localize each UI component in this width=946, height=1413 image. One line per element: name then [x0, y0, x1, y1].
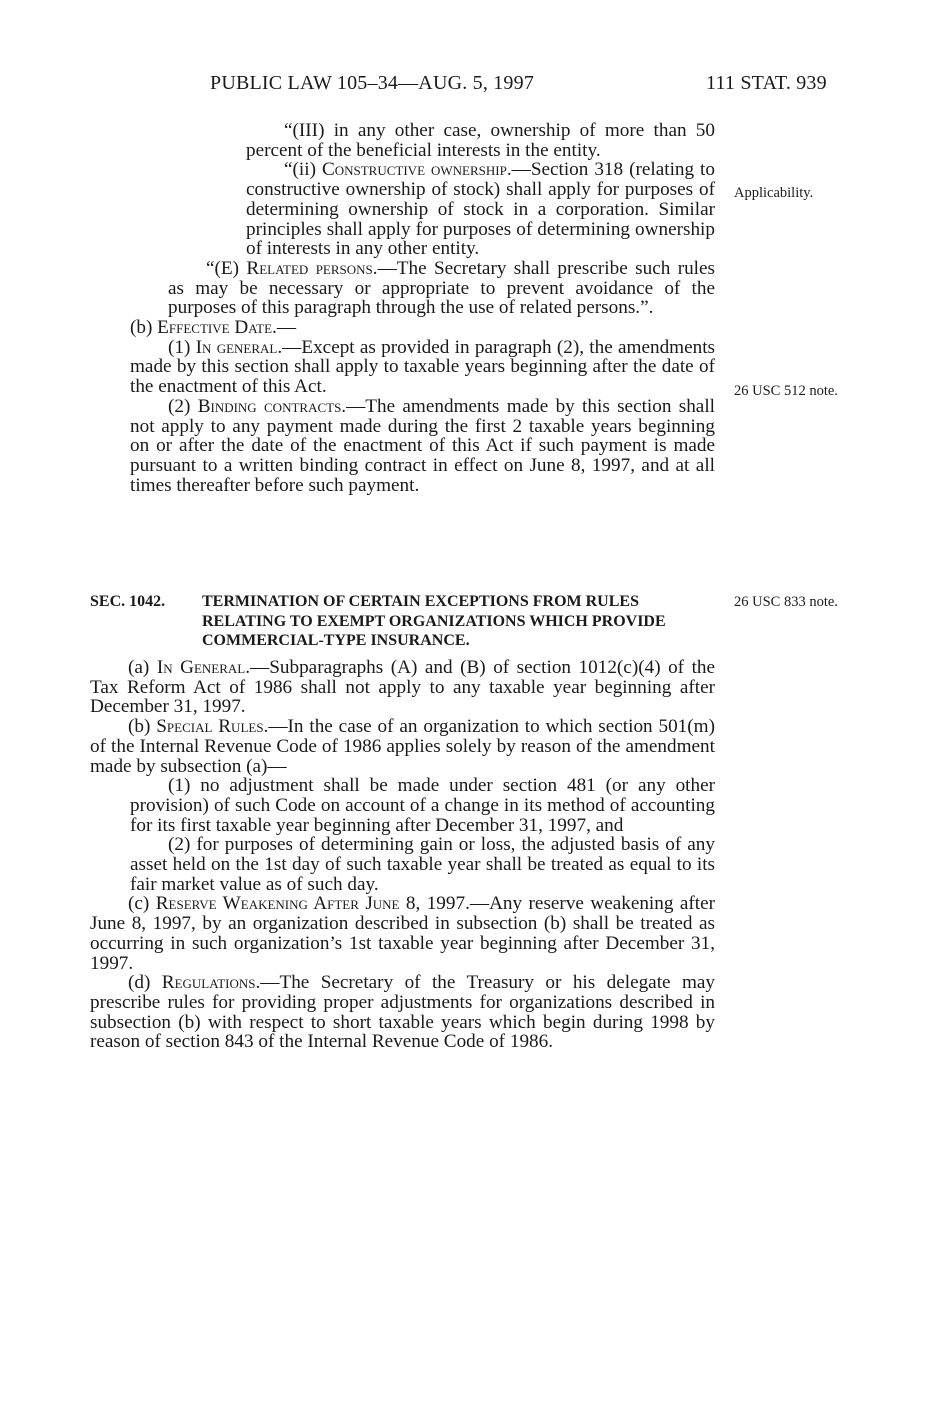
subsection-c-open: (c) — [128, 893, 156, 915]
subsection-a-heading: In General. — [156, 657, 251, 678]
paragraph-b1-open: (1) — [168, 336, 196, 358]
subpara-e-heading: Related persons. — [246, 257, 378, 279]
margin-note-applicability: Applicability. — [734, 185, 814, 201]
subsection-b-title: Effective Date. — [157, 317, 277, 339]
subpara-e-open: “(E) — [206, 257, 247, 279]
subsection-b-heading — [90, 318, 715, 338]
subsection-b-dash: — — [276, 317, 297, 339]
subsection-b2-heading: Special Rules. — [156, 716, 269, 738]
subsection-a-open: (a) — [128, 657, 157, 678]
subpara-e — [90, 259, 715, 318]
section-title-line2: RELATING TO EXEMPT ORGANIZATIONS WHICH PROVIDE — [202, 612, 666, 630]
subsection-a-body: —Subparagraphs (A) and (B) of section 1012(c)(4) of the Tax Reform Act of 1986 shall not apply to any taxable year beginning after December 31, 1997. — [90, 657, 716, 718]
subsection-b-para-2: (2) for purposes of determining gain or loss, the adjusted basis of any asset held on the 1st day of such taxable year shall be treated as equal to its fair market value as of such day. — [130, 834, 715, 895]
clause-ii-heading: Constructive ownership. — [321, 159, 512, 181]
subsection-d-heading: Regulations. — [161, 972, 261, 994]
statute-block-2 — [90, 658, 715, 1052]
paragraph-b1-heading: In general. — [195, 336, 283, 358]
page-header-title: PUBLIC LAW 105–34—AUG. 5, 1997 — [210, 72, 535, 94]
subsection-d-open: (d) — [128, 972, 162, 994]
subsection-a — [90, 658, 715, 717]
paragraph-b2-open: (2) — [168, 395, 198, 417]
clause-ii-open: “(ii) — [284, 159, 322, 181]
paragraph-b1-body: —Except as provided in paragraph (2), the amendments made by this section shall apply to taxable years beginning after the date of the enactment of this Act. — [130, 336, 715, 398]
clause-ii-body: —Section 318 (relating to constructive ownership of stock) shall apply for purposes of determining ownership of stock in a corporation. Similar principles shall apply for purposes of determining ownership of interests in any other entity. — [246, 159, 715, 260]
clause-iii: “(III) in any other case, ownership of more than 50 percent of the beneficial interests in the entity. — [246, 120, 715, 161]
subpara-e-body: —The Secretary shall prescribe such rules as may be necessary or appropriate to prevent avoidance of the purposes of this paragraph through the use of related persons.”. — [168, 257, 715, 319]
subsection-b-para-1: (1) no adjustment shall be made under section 481 (or any other provision) of such Code on account of a change in its method of accounting for its first taxable year beginning after December 31, 1997, and — [130, 775, 715, 836]
subsection-b2-body: —In the case of an organization to which section 501(m) of the Internal Revenue Code of 1986 applies solely by reason of the amendment made by subsection (a)— — [90, 716, 715, 777]
margin-note-26usc512: 26 USC 512 note. — [734, 383, 838, 399]
section-title-line1: TERMINATION OF CERTAIN EXCEPTIONS FROM RULES — [202, 593, 639, 610]
paragraph-b2-heading: Binding contracts. — [197, 395, 347, 417]
section-number: SEC. 1042. — [90, 593, 166, 610]
clause-ii — [90, 160, 715, 259]
page-header-stat: 111 STAT. 939 — [706, 72, 827, 94]
subsection-c — [90, 894, 715, 973]
paragraph-b2-body: —The amendments made by this section shall not apply to any payment made during the first 2 taxable years beginning on or after the date of the enactment of this Act if such payment is made pursuant to a written binding contract in effect on June 8, 1997, and at all times thereafter before such payment. — [130, 395, 715, 496]
subsection-d-body: —The Secretary of the Treasury or his delegate may prescribe rules for providing proper adjustments for organizations described in subsection (b) with respect to short taxable years which begin during 1998 by reason of section 843 of the Internal Revenue Code of 1986. — [90, 972, 716, 1053]
subsection-b — [90, 717, 715, 776]
subsection-c-body: —Any reserve weakening after June 8, 1997, by an organization described in subsection (b) shall be treated as occurring in such organization’s 1st taxable year beginning after December 31, 1997. — [90, 893, 715, 974]
subsection-b-open: (b) — [130, 317, 158, 339]
paragraph-b2 — [90, 397, 715, 496]
section-heading — [90, 592, 715, 651]
subsection-b2-open: (b) — [128, 716, 157, 738]
margin-note-26usc833: 26 USC 833 note. — [734, 594, 838, 610]
paragraph-b1 — [90, 338, 715, 397]
section-heading-line1 — [90, 592, 715, 612]
section-title-line3: COMMERCIAL-TYPE INSURANCE. — [202, 632, 470, 650]
subsection-d — [90, 973, 715, 1052]
subsection-c-heading: Reserve Weakening After June 8, 1997. — [155, 893, 470, 915]
statute-block-1 — [90, 121, 715, 495]
